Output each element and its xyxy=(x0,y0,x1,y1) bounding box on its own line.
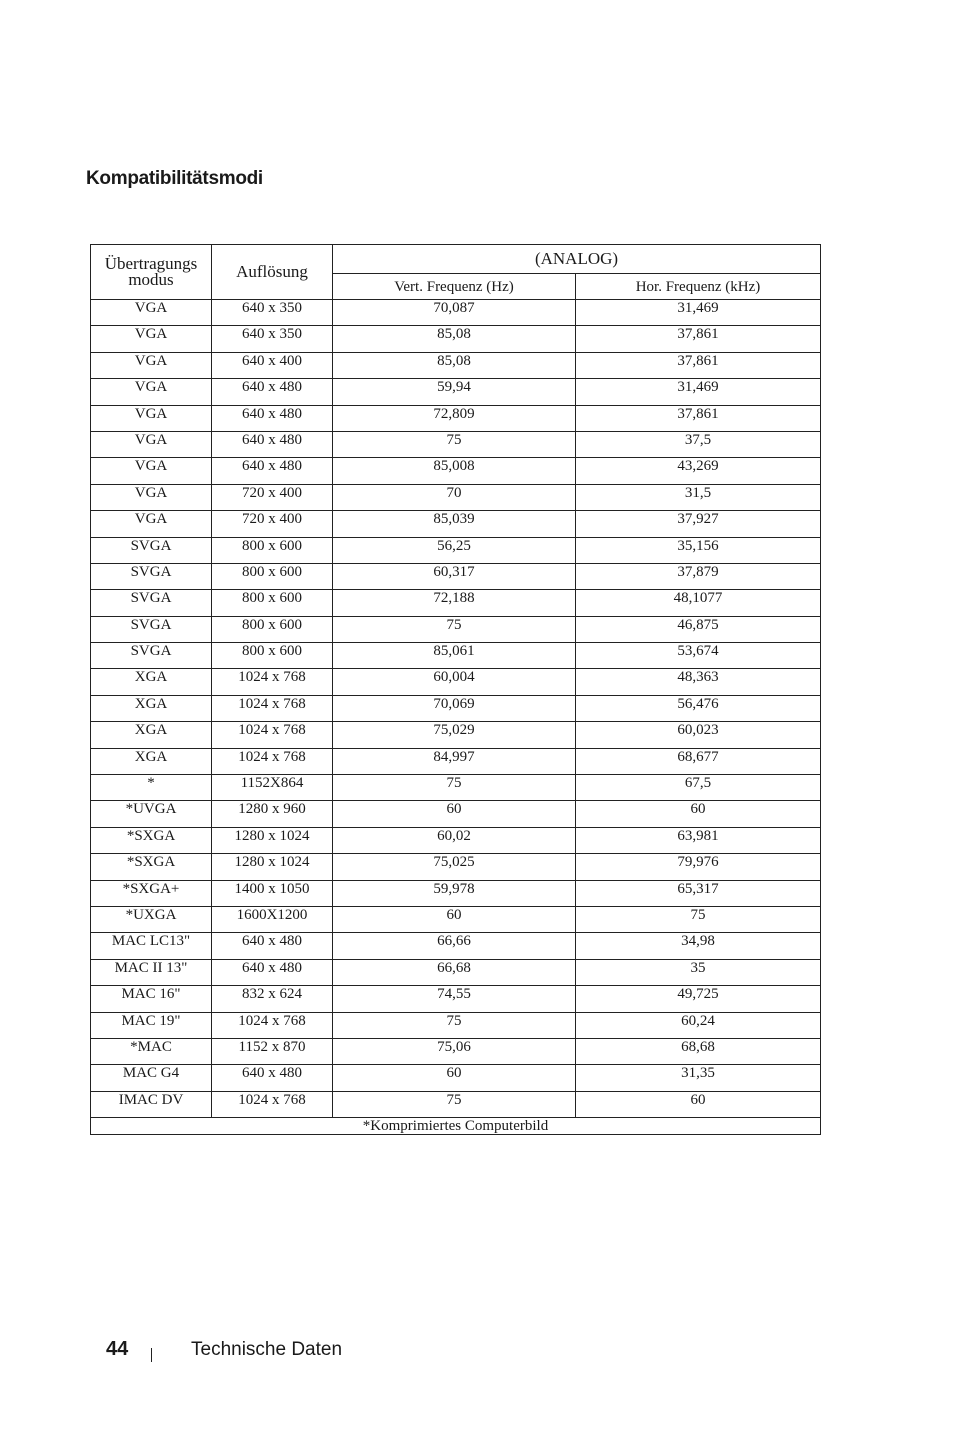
header-vert-frequency: Vert. Frequenz (Hz) xyxy=(333,274,576,300)
table-row xyxy=(91,352,821,378)
cell-vert-frequency: 60,004 xyxy=(333,669,576,695)
cell-hor-frequency: 35,156 xyxy=(576,537,821,563)
cell-vert-frequency: 56,25 xyxy=(333,537,576,563)
cell-mode: SVGA xyxy=(91,590,212,616)
table-row xyxy=(91,511,821,537)
cell-vert-frequency: 75,06 xyxy=(333,1038,576,1064)
table-row xyxy=(91,643,821,669)
cell-mode: VGA xyxy=(91,352,212,378)
cell-vert-frequency: 70,087 xyxy=(333,300,576,326)
cell-hor-frequency: 37,927 xyxy=(576,511,821,537)
chapter-title: Technische Daten xyxy=(191,1339,343,1360)
cell-mode: *MAC xyxy=(91,1038,212,1064)
cell-mode: XGA xyxy=(91,695,212,721)
cell-vert-frequency: 85,061 xyxy=(333,643,576,669)
cell-mode: *SXGA xyxy=(91,854,212,880)
cell-hor-frequency: 49,725 xyxy=(576,986,821,1012)
cell-resolution: 640 x 350 xyxy=(212,300,333,326)
cell-mode: VGA xyxy=(91,379,212,405)
cell-hor-frequency: 53,674 xyxy=(576,643,821,669)
table-row xyxy=(91,1012,821,1038)
cell-resolution: 1024 x 768 xyxy=(212,748,333,774)
cell-vert-frequency: 84,997 xyxy=(333,748,576,774)
cell-hor-frequency: 60,24 xyxy=(576,1012,821,1038)
cell-resolution: 800 x 600 xyxy=(212,563,333,589)
cell-mode: VGA xyxy=(91,431,212,457)
cell-resolution: 640 x 400 xyxy=(212,352,333,378)
cell-vert-frequency: 85,08 xyxy=(333,326,576,352)
cell-vert-frequency: 72,188 xyxy=(333,590,576,616)
cell-mode: *SXGA xyxy=(91,827,212,853)
cell-mode: VGA xyxy=(91,484,212,510)
table-row xyxy=(91,563,821,589)
table-row xyxy=(91,906,821,932)
table-row xyxy=(91,379,821,405)
table-row xyxy=(91,1091,821,1117)
cell-resolution: 1280 x 960 xyxy=(212,801,333,827)
cell-hor-frequency: 48,1077 xyxy=(576,590,821,616)
table-row xyxy=(91,775,821,801)
cell-vert-frequency: 75 xyxy=(333,1091,576,1117)
table-row xyxy=(91,431,821,457)
table-row xyxy=(91,669,821,695)
cell-resolution: 1024 x 768 xyxy=(212,695,333,721)
cell-hor-frequency: 46,875 xyxy=(576,616,821,642)
cell-resolution: 640 x 350 xyxy=(212,326,333,352)
cell-vert-frequency: 60 xyxy=(333,801,576,827)
footer-separator xyxy=(151,1348,152,1362)
cell-hor-frequency: 65,317 xyxy=(576,880,821,906)
cell-mode: SVGA xyxy=(91,616,212,642)
cell-vert-frequency: 59,94 xyxy=(333,379,576,405)
table-row xyxy=(91,484,821,510)
table-row xyxy=(91,722,821,748)
table-row xyxy=(91,1065,821,1091)
cell-hor-frequency: 79,976 xyxy=(576,854,821,880)
cell-resolution: 1280 x 1024 xyxy=(212,854,333,880)
table-row xyxy=(91,986,821,1012)
cell-resolution: 640 x 480 xyxy=(212,379,333,405)
cell-resolution: 1024 x 768 xyxy=(212,722,333,748)
cell-hor-frequency: 31,469 xyxy=(576,379,821,405)
table-row xyxy=(91,326,821,352)
header-transmission-mode xyxy=(91,245,212,300)
table-row xyxy=(91,405,821,431)
cell-hor-frequency: 56,476 xyxy=(576,695,821,721)
table-row xyxy=(91,1038,821,1064)
cell-mode: SVGA xyxy=(91,537,212,563)
table-header xyxy=(91,245,821,300)
cell-mode: *UVGA xyxy=(91,801,212,827)
cell-vert-frequency: 75,025 xyxy=(333,854,576,880)
table-row xyxy=(91,880,821,906)
cell-resolution: 1400 x 1050 xyxy=(212,880,333,906)
cell-resolution: 720 x 400 xyxy=(212,511,333,537)
cell-resolution: 1024 x 768 xyxy=(212,1091,333,1117)
cell-mode: VGA xyxy=(91,405,212,431)
cell-hor-frequency: 60 xyxy=(576,801,821,827)
cell-vert-frequency: 70 xyxy=(333,484,576,510)
cell-resolution: 720 x 400 xyxy=(212,484,333,510)
cell-resolution: 640 x 480 xyxy=(212,458,333,484)
footnote-row xyxy=(91,1118,821,1135)
table-row xyxy=(91,300,821,326)
cell-hor-frequency: 37,861 xyxy=(576,326,821,352)
cell-vert-frequency: 70,069 xyxy=(333,695,576,721)
cell-mode: VGA xyxy=(91,511,212,537)
cell-hor-frequency: 35 xyxy=(576,959,821,985)
cell-resolution: 640 x 480 xyxy=(212,405,333,431)
cell-resolution: 800 x 600 xyxy=(212,537,333,563)
table-row xyxy=(91,933,821,959)
cell-resolution: 800 x 600 xyxy=(212,616,333,642)
cell-resolution: 640 x 480 xyxy=(212,959,333,985)
cell-mode: *UXGA xyxy=(91,906,212,932)
cell-hor-frequency: 31,469 xyxy=(576,300,821,326)
cell-hor-frequency: 34,98 xyxy=(576,933,821,959)
table-row xyxy=(91,827,821,853)
cell-vert-frequency: 59,978 xyxy=(333,880,576,906)
table-row xyxy=(91,537,821,563)
table-body xyxy=(91,300,821,1118)
cell-vert-frequency: 60,02 xyxy=(333,827,576,853)
cell-hor-frequency: 48,363 xyxy=(576,669,821,695)
table-row xyxy=(91,748,821,774)
cell-resolution: 1280 x 1024 xyxy=(212,827,333,853)
page-number: 44 xyxy=(106,1338,129,1360)
cell-resolution: 1600X1200 xyxy=(212,906,333,932)
cell-resolution: 800 x 600 xyxy=(212,643,333,669)
cell-vert-frequency: 85,039 xyxy=(333,511,576,537)
cell-mode: MAC II 13" xyxy=(91,959,212,985)
table-row xyxy=(91,590,821,616)
cell-mode: MAC 19" xyxy=(91,1012,212,1038)
cell-mode: MAC 16" xyxy=(91,986,212,1012)
cell-mode: VGA xyxy=(91,326,212,352)
cell-hor-frequency: 31,35 xyxy=(576,1065,821,1091)
cell-hor-frequency: 68,68 xyxy=(576,1038,821,1064)
section-title: Kompatibilitätsmodi xyxy=(86,168,263,189)
cell-mode: VGA xyxy=(91,458,212,484)
cell-hor-frequency: 67,5 xyxy=(576,775,821,801)
cell-mode: MAC G4 xyxy=(91,1065,212,1091)
table-row xyxy=(91,458,821,484)
header-resolution: Auflösung xyxy=(212,245,333,300)
cell-resolution: 640 x 480 xyxy=(212,1065,333,1091)
cell-resolution: 640 x 480 xyxy=(212,431,333,457)
cell-hor-frequency: 68,677 xyxy=(576,748,821,774)
cell-mode: * xyxy=(91,775,212,801)
cell-vert-frequency: 66,66 xyxy=(333,933,576,959)
cell-mode: IMAC DV xyxy=(91,1091,212,1117)
cell-hor-frequency: 37,879 xyxy=(576,563,821,589)
cell-vert-frequency: 66,68 xyxy=(333,959,576,985)
header-mode-line2: modus xyxy=(128,270,174,289)
cell-mode: XGA xyxy=(91,669,212,695)
cell-resolution: 1152X864 xyxy=(212,775,333,801)
cell-hor-frequency: 60,023 xyxy=(576,722,821,748)
cell-hor-frequency: 31,5 xyxy=(576,484,821,510)
cell-hor-frequency: 63,981 xyxy=(576,827,821,853)
cell-vert-frequency: 85,008 xyxy=(333,458,576,484)
cell-mode: *SXGA+ xyxy=(91,880,212,906)
cell-resolution: 640 x 480 xyxy=(212,933,333,959)
cell-hor-frequency: 60 xyxy=(576,1091,821,1117)
cell-hor-frequency: 37,861 xyxy=(576,352,821,378)
table-row xyxy=(91,854,821,880)
cell-mode: SVGA xyxy=(91,563,212,589)
cell-mode: SVGA xyxy=(91,643,212,669)
table-footnote: *Komprimiertes Computerbild xyxy=(91,1118,821,1135)
table-row xyxy=(91,616,821,642)
cell-hor-frequency: 75 xyxy=(576,906,821,932)
cell-resolution: 1024 x 768 xyxy=(212,669,333,695)
cell-vert-frequency: 72,809 xyxy=(333,405,576,431)
cell-vert-frequency: 75 xyxy=(333,431,576,457)
table-row xyxy=(91,801,821,827)
cell-vert-frequency: 74,55 xyxy=(333,986,576,1012)
header-mode-line1: Übertragungs xyxy=(104,254,198,273)
cell-resolution: 1024 x 768 xyxy=(212,1012,333,1038)
cell-vert-frequency: 75 xyxy=(333,616,576,642)
compatibility-modes-table xyxy=(90,244,821,1135)
cell-vert-frequency: 60 xyxy=(333,906,576,932)
cell-mode: XGA xyxy=(91,722,212,748)
table-row xyxy=(91,959,821,985)
cell-vert-frequency: 85,08 xyxy=(333,352,576,378)
table-row xyxy=(91,695,821,721)
cell-mode: MAC LC13" xyxy=(91,933,212,959)
cell-vert-frequency: 75,029 xyxy=(333,722,576,748)
cell-hor-frequency: 43,269 xyxy=(576,458,821,484)
cell-resolution: 800 x 600 xyxy=(212,590,333,616)
cell-hor-frequency: 37,5 xyxy=(576,431,821,457)
cell-vert-frequency: 60,317 xyxy=(333,563,576,589)
cell-resolution: 832 x 624 xyxy=(212,986,333,1012)
cell-vert-frequency: 75 xyxy=(333,1012,576,1038)
cell-mode: XGA xyxy=(91,748,212,774)
header-hor-frequency: Hor. Frequenz (kHz) xyxy=(576,274,821,300)
cell-vert-frequency: 75 xyxy=(333,775,576,801)
cell-vert-frequency: 60 xyxy=(333,1065,576,1091)
header-analog-group: (ANALOG) xyxy=(333,245,821,274)
cell-hor-frequency: 37,861 xyxy=(576,405,821,431)
cell-resolution: 1152 x 870 xyxy=(212,1038,333,1064)
cell-mode: VGA xyxy=(91,300,212,326)
